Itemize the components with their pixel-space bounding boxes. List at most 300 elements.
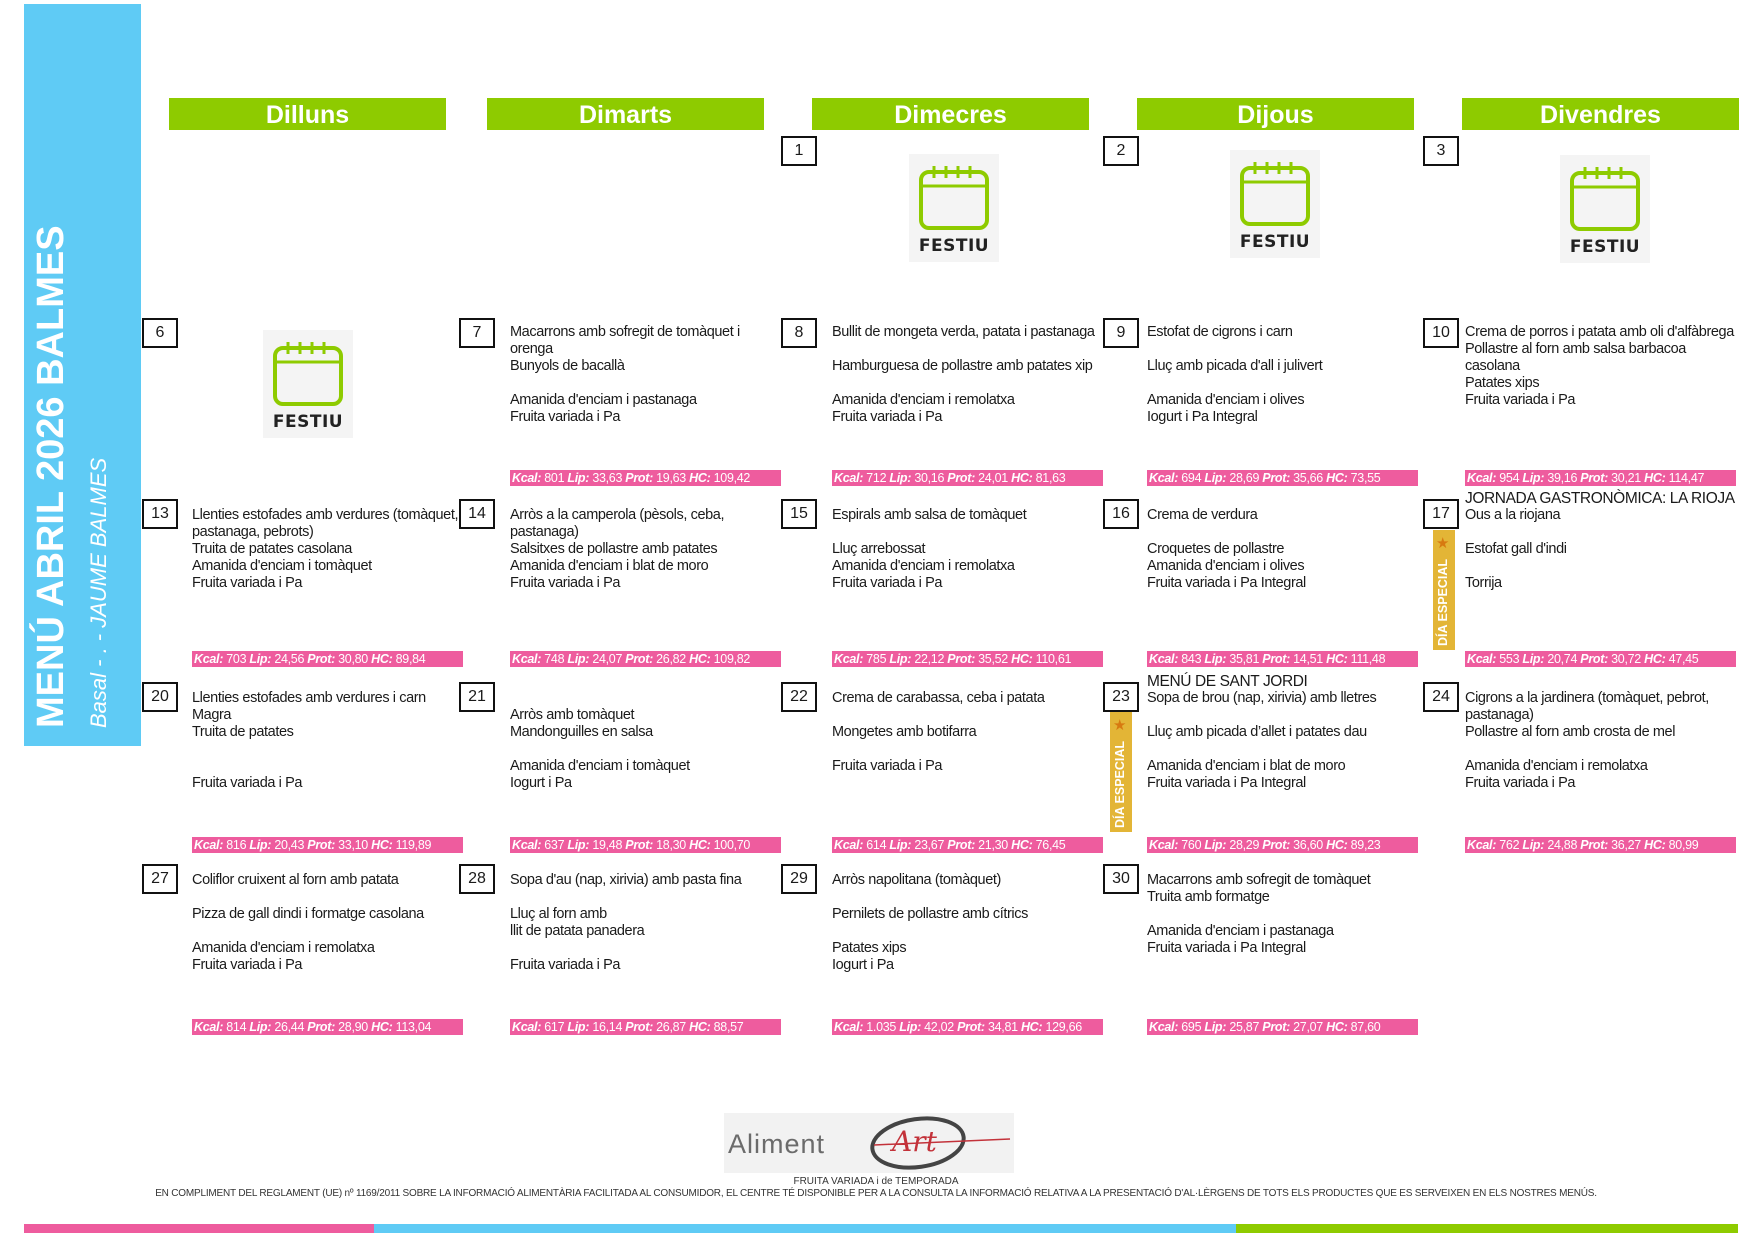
- star-icon: ★: [1436, 535, 1450, 552]
- nutrition-value-kcal: 954: [1499, 471, 1520, 485]
- nutrition-value-hc: 109,42: [713, 471, 751, 485]
- nutrition-value-kcal: 712: [866, 471, 887, 485]
- menu-item: Amanida d'enciam i blat de moro: [510, 558, 709, 574]
- menu-item: Espirals amb salsa de tomàquet: [832, 507, 1027, 523]
- menu-item: Iogurt i Pa: [510, 775, 572, 791]
- nutrition-label-kcal: Kcal:: [834, 1020, 864, 1034]
- nutrition-value-lip: 30,16: [914, 471, 945, 485]
- day-number-8: 8: [781, 318, 817, 348]
- nutrition-label-lip: Lip:: [567, 652, 590, 666]
- menu-item: Arròs napolitana (tomàquet): [832, 872, 1001, 888]
- nutrition-label-hc: HC:: [689, 652, 711, 666]
- nutrition-label-kcal: Kcal:: [194, 1020, 224, 1034]
- menu-15: [832, 507, 1102, 592]
- footer-stripe-pink: [24, 1224, 374, 1233]
- nutrition-label-prot: Prot:: [1262, 838, 1290, 852]
- dia-especial-badge: [1433, 530, 1455, 650]
- nutrition-label-hc: HC:: [1020, 1020, 1043, 1034]
- nutrition-value-prot: 14,51: [1293, 652, 1323, 666]
- nutrition-bar-30: [1147, 1019, 1418, 1035]
- nutrition-label-lip: Lip:: [1522, 471, 1545, 485]
- menu-item: Sopa d'au (nap, xirivia) amb pasta fina: [510, 872, 742, 888]
- festiu-calendar-icon: [263, 330, 353, 438]
- menu-item: [510, 889, 780, 906]
- nutrition-value-lip: 22,12: [914, 652, 945, 666]
- menu-item: Lluç arrebossat: [832, 541, 926, 557]
- menu-item: Fruita variada i Pa: [1465, 392, 1576, 408]
- menu-item: [832, 741, 1102, 758]
- nutrition-value-prot: 36,60: [1293, 838, 1323, 852]
- nutrition-value-kcal: 553: [1499, 652, 1520, 666]
- nutrition-label-prot: Prot:: [1262, 652, 1290, 666]
- menu-16: [1147, 507, 1417, 592]
- menu-item: Fruita variada i Pa: [192, 957, 303, 973]
- nutrition-value-kcal: 801: [544, 471, 565, 485]
- nutrition-value-hc: 47,45: [1668, 652, 1699, 666]
- nutrition-value-prot: 35,52: [978, 652, 1008, 666]
- day-number-20: 20: [142, 682, 178, 712]
- nutrition-label-prot: Prot:: [957, 1020, 985, 1034]
- nutrition-label-hc: HC:: [1011, 652, 1033, 666]
- nutrition-label-kcal: Kcal:: [1467, 471, 1497, 485]
- nutrition-label-prot: Prot:: [947, 838, 975, 852]
- menu-item: Lluç amb picada d’allet i patates dau: [1147, 724, 1367, 740]
- nutrition-value-hc: 80,99: [1668, 838, 1699, 852]
- nutrition-value-prot: 26,87: [656, 1020, 686, 1034]
- day-number-7: 7: [459, 318, 495, 348]
- nutrition-value-hc: 110,61: [1035, 652, 1072, 666]
- nutrition-label-kcal: Kcal:: [512, 1020, 542, 1034]
- nutrition-value-hc: 89,84: [395, 652, 426, 666]
- menu-item: Fruita variada i Pa Integral: [1147, 940, 1306, 956]
- nutrition-label-lip: Lip:: [249, 838, 272, 852]
- nutrition-value-lip: 20,74: [1547, 652, 1578, 666]
- menu-item: [832, 341, 1102, 358]
- menu-20: [192, 690, 462, 792]
- menu-item: Fruita variada i Pa: [192, 575, 303, 591]
- nutrition-value-kcal: 1.035: [866, 1020, 897, 1034]
- nutrition-value-hc: 113,04: [395, 1020, 432, 1034]
- nutrition-value-lip: 24,56: [274, 652, 305, 666]
- nutrition-label-hc: HC:: [1326, 838, 1348, 852]
- nutrition-value-kcal: 762: [1499, 838, 1520, 852]
- menu-28: [510, 872, 780, 974]
- menu-7: [510, 324, 780, 426]
- nutrition-bar-22: [832, 837, 1103, 853]
- footer-stripe-blue: [374, 1224, 1236, 1233]
- day-number-28: 28: [459, 864, 495, 894]
- nutrition-bar-7: [510, 470, 781, 486]
- nutrition-label-kcal: Kcal:: [834, 471, 864, 485]
- nutrition-value-kcal: 816: [226, 838, 247, 852]
- nutrition-value-prot: 30,21: [1611, 471, 1641, 485]
- dia-especial-badge: [1110, 712, 1132, 832]
- menu-item: Crema de carabassa, ceba i patata: [832, 690, 1045, 706]
- nutrition-value-hc: 100,70: [713, 838, 751, 852]
- menu-item: [192, 923, 462, 940]
- nutrition-label-hc: HC:: [1644, 838, 1666, 852]
- nutrition-value-lip: 24,07: [592, 652, 623, 666]
- page-title: MENÚ ABRIL 2026 BALMES: [30, 225, 72, 728]
- menu-21: [510, 690, 780, 792]
- nutrition-value-prot: 24,01: [978, 471, 1008, 485]
- dia-especial-label: DÍA ESPECIAL: [1436, 558, 1450, 646]
- nutrition-label-hc: HC:: [689, 1020, 711, 1034]
- menu-item: [1465, 524, 1735, 541]
- nutrition-value-lip: 39,16: [1547, 471, 1578, 485]
- nutrition-label-prot: Prot:: [947, 471, 975, 485]
- menu-item: llit de patata panadera: [510, 923, 645, 939]
- nutrition-label-prot: Prot:: [307, 652, 335, 666]
- menu-item: [510, 375, 780, 392]
- nutrition-value-lip: 19,48: [592, 838, 623, 852]
- menu-item: Crema de porros i patata amb oli d'alfàbrega: [1465, 324, 1734, 340]
- menu-item: [1147, 707, 1417, 724]
- day-number-29: 29: [781, 864, 817, 894]
- nutrition-value-prot: 30,72: [1611, 652, 1641, 666]
- nutrition-bar-14: [510, 651, 781, 667]
- calendar-icon: [263, 330, 353, 410]
- menu-item: [1147, 524, 1417, 541]
- menu-item: Mongetes amb botifarra: [832, 724, 977, 740]
- menu-9: [1147, 324, 1417, 426]
- nutrition-value-hc: 73,55: [1350, 471, 1381, 485]
- nutrition-value-kcal: 694: [1181, 471, 1202, 485]
- day-number-10: 10: [1423, 318, 1459, 348]
- menu-item: [1147, 906, 1417, 923]
- menu-item: Pernilets de pollastre amb cítrics: [832, 906, 1028, 922]
- menu-item: Sopa de brou (nap, xirivia) amb lletres: [1147, 690, 1377, 706]
- nutrition-label-kcal: Kcal:: [1149, 471, 1179, 485]
- nutrition-label-kcal: Kcal:: [1149, 838, 1179, 852]
- menu-item: Truita de patates casolana: [192, 541, 352, 557]
- menu-item: Fruita variada i Pa Integral: [1147, 575, 1306, 591]
- menu-item: Hamburguesa de pollastre amb patates xip: [832, 358, 1093, 374]
- menu-item: Patates xips: [1465, 375, 1540, 391]
- menu-item: Arròs a la camperola (pèsols, ceba, pastanaga): [510, 507, 725, 540]
- menu-item: Fruita variada i Pa: [510, 575, 621, 591]
- calendar-icon: [1230, 150, 1320, 230]
- day-number-3: 3: [1423, 136, 1459, 166]
- nutrition-label-kcal: Kcal:: [1149, 652, 1179, 666]
- menu-item: Llenties estofades amb verdures (tomàquet, pastanaga, pebrots): [192, 507, 459, 540]
- menu-item: Macarrons amb sofregit de tomàquet: [1147, 872, 1371, 888]
- page-subtitle: Basal - . - JAUME BALMES: [86, 457, 111, 728]
- menu-item: Bunyols de bacallà: [510, 358, 625, 374]
- menu-item: Amanida d'enciam i olives: [1147, 558, 1305, 574]
- nutrition-value-prot: 34,81: [987, 1020, 1018, 1034]
- day-number-1: 1: [781, 136, 817, 166]
- nutrition-value-lip: 20,43: [274, 838, 305, 852]
- nutrition-bar-17: [1465, 651, 1736, 667]
- menu-item: Iogurt i Pa: [832, 957, 894, 973]
- menu-item: [832, 524, 1102, 541]
- nutrition-label-prot: Prot:: [1262, 1020, 1290, 1034]
- festiu-calendar-icon: [909, 154, 999, 262]
- festiu-label: FESTIU: [272, 412, 344, 432]
- nutrition-bar-27: [192, 1019, 463, 1035]
- nutrition-bar-9: [1147, 470, 1418, 486]
- nutrition-label-prot: Prot:: [625, 1020, 653, 1034]
- menu-item: [1465, 558, 1735, 575]
- day-number-30: 30: [1103, 864, 1139, 894]
- nutrition-value-prot: 28,90: [338, 1020, 368, 1034]
- star-icon: ★: [1113, 717, 1127, 734]
- menu-item: [832, 375, 1102, 392]
- menu-item: Amanida d'enciam i olives: [1147, 392, 1305, 408]
- day-number-24: 24: [1423, 682, 1459, 712]
- nutrition-value-prot: 21,30: [978, 838, 1008, 852]
- menu-item: Llenties estofades amb verdures i carn Magra: [192, 690, 426, 723]
- nutrition-value-prot: 36,27: [1611, 838, 1641, 852]
- day-number-6: 6: [142, 318, 178, 348]
- menu-heading: MENÚ DE SANT JORDI: [1147, 673, 1308, 690]
- day-number-17: 17: [1423, 499, 1459, 529]
- nutrition-label-lip: Lip:: [889, 471, 912, 485]
- nutrition-label-lip: Lip:: [567, 1020, 590, 1034]
- day-number-27: 27: [142, 864, 178, 894]
- menu-item: Coliflor cruixent al forn amb patata: [192, 872, 399, 888]
- nutrition-value-prot: 19,63: [656, 471, 686, 485]
- menu-item: [510, 940, 780, 957]
- nutrition-label-prot: Prot:: [625, 471, 653, 485]
- menu-item: Pizza de gall dindi i formatge casolana: [192, 906, 424, 922]
- festiu-label: FESTIU: [1239, 232, 1311, 252]
- menu-heading: JORNADA GASTRONÒMICA: LA RIOJA: [1465, 490, 1735, 507]
- nutrition-value-hc: 87,60: [1350, 1020, 1381, 1034]
- nutrition-label-lip: Lip:: [889, 652, 912, 666]
- festiu-calendar-icon: [1560, 155, 1650, 263]
- festiu-label: FESTIU: [1569, 237, 1641, 257]
- menu-item: Fruita variada i Pa: [832, 575, 943, 591]
- nutrition-label-kcal: Kcal:: [194, 838, 224, 852]
- nutrition-bar-15: [832, 651, 1103, 667]
- menu-item: [510, 690, 780, 707]
- nutrition-bar-16: [1147, 651, 1418, 667]
- menu-27: [192, 872, 462, 974]
- menu-item: [192, 741, 462, 758]
- nutrition-label-prot: Prot:: [307, 1020, 335, 1034]
- nutrition-value-hc: 109,82: [713, 652, 751, 666]
- nutrition-value-lip: 42,02: [924, 1020, 954, 1034]
- menu-item: Mandonguilles en salsa: [510, 724, 653, 740]
- festiu-label: FESTIU: [918, 236, 990, 256]
- allergen-notice: EN COMPLIMENT DEL REGLAMENT (UE) nº 1169/2011 SOBRE LA INFORMACIÓ ALIMENTÀRIA FACILITADA AL CONSUMIDOR, EL CENTRE TÉ DISPONIBLE PER A LA CONSULTA LA INFORMACIÓ RELATIVA A LA PRESENTACIÓ D'AL·LÈRGENS DE TOTS ELS PRODUCTES QUE ES SERVEIXEN EN ELS NOSTRES MENÚS.: [155, 1188, 1597, 1199]
- nutrition-label-lip: Lip:: [1204, 652, 1227, 666]
- day-number-22: 22: [781, 682, 817, 712]
- nutrition-value-hc: 111,48: [1350, 652, 1386, 666]
- menu-13: [192, 507, 462, 592]
- menu-item: Arròs amb tomàquet: [510, 707, 635, 723]
- menu-item: Crema de verdura: [1147, 507, 1258, 523]
- nutrition-value-lip: 33,63: [592, 471, 623, 485]
- menu-item: [832, 707, 1102, 724]
- nutrition-value-prot: 35,66: [1293, 471, 1323, 485]
- menu-item: [832, 889, 1102, 906]
- menu-item: Iogurt i Pa Integral: [1147, 409, 1258, 425]
- nutrition-value-prot: 18,30: [656, 838, 686, 852]
- nutrition-value-lip: 35,81: [1229, 652, 1260, 666]
- alimentart-logo: [724, 1113, 1014, 1173]
- menu-item: Amanida d'enciam i remolatxa: [192, 940, 375, 956]
- nutrition-label-lip: Lip:: [1204, 838, 1227, 852]
- nutrition-value-kcal: 617: [544, 1020, 565, 1034]
- nutrition-value-lip: 16,14: [592, 1020, 623, 1034]
- day-header-dijous: Dijous: [1137, 98, 1414, 130]
- nutrition-label-prot: Prot:: [1580, 471, 1608, 485]
- menu-item: [832, 923, 1102, 940]
- menu-item: Bullit de mongeta verda, patata i pastanaga: [832, 324, 1095, 340]
- menu-item: Fruita variada i Pa: [192, 775, 303, 791]
- calendar-icon: [909, 154, 999, 234]
- nutrition-label-kcal: Kcal:: [512, 838, 542, 852]
- menu-item: Amanida d'enciam i remolatxa: [832, 392, 1015, 408]
- nutrition-label-hc: HC:: [371, 652, 393, 666]
- nutrition-label-hc: HC:: [1644, 652, 1666, 666]
- nutrition-label-lip: Lip:: [1204, 1020, 1227, 1034]
- festiu-calendar-icon: [1230, 150, 1320, 258]
- menu-item: Fruita variada i Pa: [510, 409, 621, 425]
- day-number-23: 23: [1103, 682, 1139, 712]
- nutrition-label-lip: Lip:: [249, 1020, 272, 1034]
- nutrition-label-hc: HC:: [1326, 1020, 1348, 1034]
- nutrition-label-prot: Prot:: [1262, 471, 1290, 485]
- menu-item: Amanida d'enciam i remolatxa: [1465, 758, 1648, 774]
- nutrition-label-hc: HC:: [1326, 471, 1348, 485]
- nutrition-bar-21: [510, 837, 781, 853]
- nutrition-bar-29: [832, 1019, 1103, 1035]
- menu-item: Amanida d'enciam i remolatxa: [832, 558, 1015, 574]
- nutrition-label-prot: Prot:: [307, 838, 335, 852]
- menu-item: [1147, 375, 1417, 392]
- menu-item: Cigrons a la jardinera (tomàquet, pebrot, pastanaga): [1465, 690, 1709, 723]
- menu-item: Estofat de cigrons i carn: [1147, 324, 1293, 340]
- day-header-dimecres: Dimecres: [812, 98, 1089, 130]
- nutrition-label-prot: Prot:: [1580, 652, 1608, 666]
- menu-item: Amanida d'enciam i pastanaga: [1147, 923, 1334, 939]
- nutrition-label-kcal: Kcal:: [1467, 652, 1497, 666]
- menu-10: [1465, 324, 1735, 409]
- menu-22: [832, 690, 1102, 775]
- logo-text: Aliment: [728, 1129, 826, 1159]
- menu-item: Amanida d'enciam i pastanaga: [510, 392, 697, 408]
- nutrition-value-kcal: 614: [866, 838, 887, 852]
- logo-subtitle: FRUITA VARIADA i de TEMPORADA: [793, 1176, 959, 1187]
- nutrition-label-prot: Prot:: [947, 652, 975, 666]
- menu-24: [1465, 690, 1735, 792]
- nutrition-value-lip: 25,87: [1229, 1020, 1260, 1034]
- nutrition-label-kcal: Kcal:: [1149, 1020, 1179, 1034]
- menu-item: Lluç amb picada d'all i julivert: [1147, 358, 1323, 374]
- nutrition-value-hc: 129,66: [1045, 1020, 1082, 1034]
- nutrition-value-kcal: 703: [226, 652, 247, 666]
- menu-item: Amanida d'enciam i tomàquet: [192, 558, 372, 574]
- day-number-16: 16: [1103, 499, 1139, 529]
- nutrition-value-kcal: 843: [1181, 652, 1202, 666]
- day-header-divendres: Divendres: [1462, 98, 1739, 130]
- nutrition-label-hc: HC:: [371, 838, 393, 852]
- nutrition-label-prot: Prot:: [625, 652, 653, 666]
- nutrition-value-hc: 89,23: [1350, 838, 1381, 852]
- nutrition-label-lip: Lip:: [889, 838, 912, 852]
- nutrition-label-lip: Lip:: [1522, 652, 1545, 666]
- nutrition-label-lip: Lip:: [249, 652, 272, 666]
- nutrition-label-kcal: Kcal:: [834, 652, 864, 666]
- nutrition-value-kcal: 760: [1181, 838, 1202, 852]
- nutrition-label-lip: Lip:: [1204, 471, 1227, 485]
- nutrition-label-kcal: Kcal:: [1467, 838, 1497, 852]
- nutrition-label-lip: Lip:: [567, 838, 590, 852]
- nutrition-label-kcal: Kcal:: [194, 652, 224, 666]
- nutrition-value-prot: 27,07: [1293, 1020, 1323, 1034]
- footer-stripe-green: [1236, 1224, 1738, 1233]
- nutrition-label-prot: Prot:: [625, 838, 653, 852]
- day-number-2: 2: [1103, 136, 1139, 166]
- menu-item: Estofat gall d'indi: [1465, 541, 1567, 557]
- menu-17: [1465, 490, 1735, 592]
- nutrition-value-lip: 23,67: [914, 838, 945, 852]
- menu-item: [192, 889, 462, 906]
- nutrition-value-hc: 76,45: [1035, 838, 1066, 852]
- menu-item: Pollastre al forn amb crosta de mel: [1465, 724, 1676, 740]
- menu-item: [1147, 741, 1417, 758]
- menu-30: [1147, 872, 1417, 957]
- menu-item: Fruita variada i Pa Integral: [1147, 775, 1306, 791]
- nutrition-value-hc: 81,63: [1035, 471, 1066, 485]
- nutrition-label-hc: HC:: [371, 1020, 393, 1034]
- menu-8: [832, 324, 1102, 426]
- nutrition-value-lip: 28,69: [1229, 471, 1260, 485]
- nutrition-label-kcal: Kcal:: [512, 652, 542, 666]
- menu-14: [510, 507, 780, 592]
- nutrition-label-hc: HC:: [1644, 471, 1666, 485]
- nutrition-label-hc: HC:: [689, 838, 711, 852]
- nutrition-bar-8: [832, 470, 1103, 486]
- nutrition-value-hc: 88,57: [713, 1020, 744, 1034]
- nutrition-value-hc: 114,47: [1668, 471, 1705, 485]
- day-number-9: 9: [1103, 318, 1139, 348]
- menu-item: Fruita variada i Pa: [510, 957, 621, 973]
- menu-item: Croquetes de pollastre: [1147, 541, 1285, 557]
- day-header-dilluns: Dilluns: [169, 98, 446, 130]
- nutrition-label-lip: Lip:: [899, 1020, 921, 1034]
- nutrition-label-kcal: Kcal:: [512, 471, 542, 485]
- nutrition-value-kcal: 785: [866, 652, 887, 666]
- menu-item: Fruita variada i Pa: [1465, 775, 1576, 791]
- nutrition-value-kcal: 748: [544, 652, 565, 666]
- menu-29: [832, 872, 1102, 974]
- nutrition-value-kcal: 637: [544, 838, 565, 852]
- menu-23: [1147, 673, 1417, 792]
- nutrition-bar-10: [1465, 470, 1736, 486]
- nutrition-bar-13: [192, 651, 463, 667]
- nutrition-label-lip: Lip:: [1522, 838, 1545, 852]
- dia-especial-label: DÍA ESPECIAL: [1113, 740, 1127, 828]
- nutrition-value-prot: 26,82: [656, 652, 686, 666]
- menu-item: Fruita variada i Pa: [832, 758, 943, 774]
- menu-item: Lluç al forn amb: [510, 906, 607, 922]
- nutrition-value-kcal: 695: [1181, 1020, 1202, 1034]
- nutrition-label-hc: HC:: [1011, 471, 1033, 485]
- nutrition-value-lip: 24,88: [1547, 838, 1578, 852]
- day-number-21: 21: [459, 682, 495, 712]
- day-number-15: 15: [781, 499, 817, 529]
- menu-item: [1147, 341, 1417, 358]
- menu-item: Amanida d'enciam i blat de moro: [1147, 758, 1346, 774]
- nutrition-bar-24: [1465, 837, 1736, 853]
- nutrition-value-kcal: 814: [226, 1020, 247, 1034]
- logo-script: Art: [892, 1125, 937, 1158]
